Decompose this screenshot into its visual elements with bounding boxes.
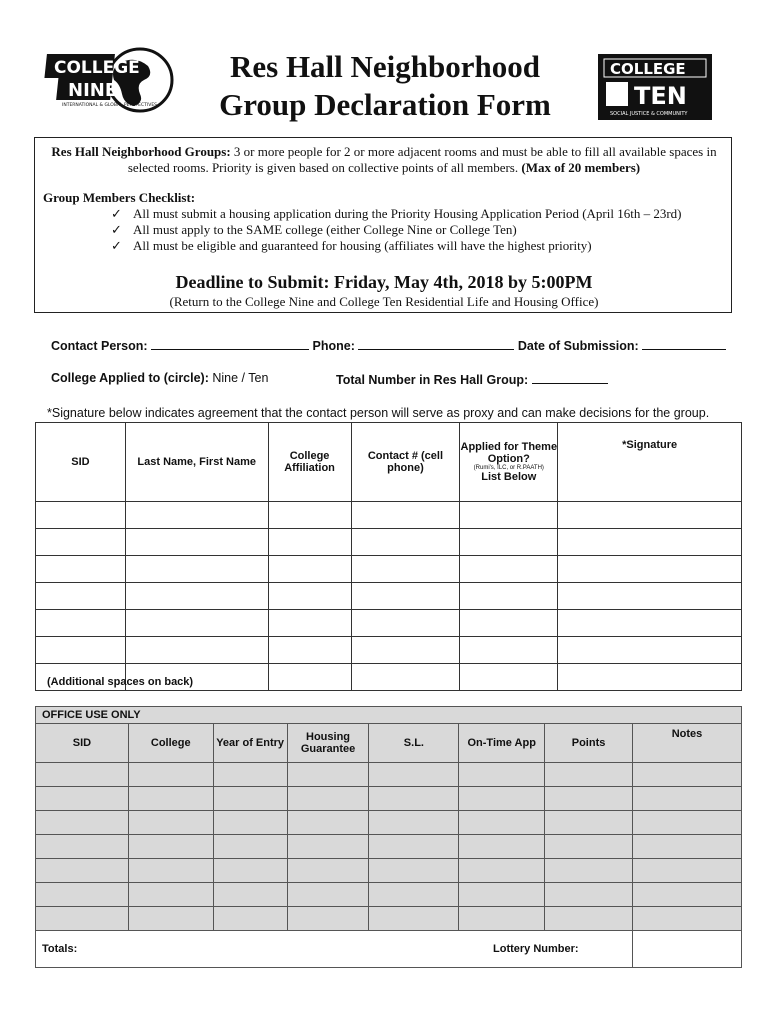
member-cell[interactable] bbox=[460, 529, 558, 556]
office-cell[interactable] bbox=[36, 835, 129, 859]
info-box bbox=[34, 137, 732, 313]
member-cell[interactable] bbox=[460, 556, 558, 583]
member-cell[interactable] bbox=[351, 583, 460, 610]
svg-text:INTERNATIONAL & GLOBAL PERSPEC: INTERNATIONAL & GLOBAL PERSPECTIVES bbox=[62, 103, 158, 108]
office-cell[interactable] bbox=[545, 787, 633, 811]
member-cell[interactable] bbox=[351, 637, 460, 664]
college-applied-row bbox=[51, 371, 268, 385]
office-cell[interactable] bbox=[633, 907, 742, 931]
totals-label: Totals: bbox=[36, 931, 633, 968]
total-number-field[interactable] bbox=[532, 371, 608, 384]
office-cell[interactable] bbox=[369, 763, 459, 787]
member-cell[interactable] bbox=[125, 529, 268, 556]
member-row bbox=[36, 610, 742, 637]
check-icon: ✓ bbox=[111, 238, 122, 253]
office-cell[interactable] bbox=[128, 907, 213, 931]
member-cell[interactable] bbox=[125, 583, 268, 610]
checklist-text: All must submit a housing application during the Priority Housing Application Period (April 16th – 23rd) bbox=[133, 206, 682, 221]
members-header-row bbox=[36, 423, 742, 502]
office-cell[interactable] bbox=[36, 811, 129, 835]
office-cell[interactable] bbox=[36, 907, 129, 931]
svg-text:TEN: TEN bbox=[634, 82, 687, 110]
office-cell[interactable] bbox=[633, 787, 742, 811]
svg-text:COLLEGE: COLLEGE bbox=[54, 58, 140, 78]
checklist-item bbox=[111, 238, 681, 254]
college-nine-logo bbox=[44, 44, 176, 114]
office-col-housing: Housing Guarantee bbox=[287, 724, 369, 763]
deadline-subtext: (Return to the College Nine and College Ten Residential Life and Housing Office) bbox=[169, 294, 599, 309]
office-cell[interactable] bbox=[287, 763, 369, 787]
office-cell[interactable] bbox=[213, 811, 287, 835]
svg-text:SOCIAL JUSTICE & COMMUNITY: SOCIAL JUSTICE & COMMUNITY bbox=[610, 111, 688, 117]
member-row bbox=[36, 637, 742, 664]
office-cell[interactable] bbox=[459, 859, 545, 883]
date-field[interactable] bbox=[642, 337, 726, 350]
office-cell[interactable] bbox=[287, 787, 369, 811]
checklist-item bbox=[111, 206, 681, 222]
member-row bbox=[36, 502, 742, 529]
intro-paragraph bbox=[49, 144, 719, 176]
check-icon: ✓ bbox=[111, 206, 122, 221]
office-cell[interactable] bbox=[287, 907, 369, 931]
theme-list-below: List Below bbox=[481, 471, 537, 483]
intro-heading: Res Hall Neighborhood Groups: bbox=[51, 144, 231, 159]
deadline: Deadline to Submit: Friday, May 4th, 2018 by 5:00PM bbox=[175, 272, 593, 292]
office-cell[interactable] bbox=[287, 883, 369, 907]
member-cell[interactable] bbox=[351, 610, 460, 637]
member-cell[interactable] bbox=[268, 583, 351, 610]
college-ten-logo bbox=[596, 52, 714, 122]
office-use-table bbox=[35, 706, 742, 968]
lottery-number-label: Lottery Number: bbox=[493, 931, 602, 968]
office-cell[interactable] bbox=[369, 811, 459, 835]
members-table bbox=[35, 422, 742, 691]
office-cell[interactable] bbox=[633, 835, 742, 859]
member-cell[interactable] bbox=[460, 610, 558, 637]
phone-label: Phone: bbox=[312, 339, 355, 353]
office-cell[interactable] bbox=[128, 787, 213, 811]
member-cell[interactable] bbox=[36, 529, 126, 556]
phone-field[interactable] bbox=[358, 337, 514, 350]
col-signature: *Signature bbox=[558, 423, 742, 502]
office-cell[interactable] bbox=[459, 787, 545, 811]
office-col-year: Year of Entry bbox=[213, 724, 287, 763]
office-col-notes: Notes bbox=[633, 724, 742, 763]
additional-spaces-note: (Additional spaces on back) bbox=[47, 676, 194, 688]
member-cell[interactable] bbox=[558, 637, 742, 664]
office-cell[interactable] bbox=[459, 811, 545, 835]
contact-person-label: Contact Person: bbox=[51, 339, 148, 353]
title-line-1: Res Hall Neighborhood bbox=[229, 49, 541, 84]
member-cell[interactable] bbox=[558, 502, 742, 529]
member-cell[interactable] bbox=[558, 529, 742, 556]
col-college: College Affiliation bbox=[268, 423, 351, 502]
member-cell[interactable] bbox=[558, 610, 742, 637]
office-cell[interactable] bbox=[545, 907, 633, 931]
member-cell[interactable] bbox=[125, 556, 268, 583]
form-title bbox=[170, 48, 600, 124]
checklist-title: Group Members Checklist: bbox=[43, 190, 196, 205]
office-col-ontime: On-Time App bbox=[459, 724, 545, 763]
member-cell[interactable] bbox=[125, 610, 268, 637]
member-cell[interactable] bbox=[351, 502, 460, 529]
office-cell[interactable] bbox=[36, 787, 129, 811]
office-cell[interactable] bbox=[369, 859, 459, 883]
college-options[interactable]: Nine / Ten bbox=[208, 371, 269, 385]
member-cell[interactable] bbox=[268, 664, 351, 691]
office-cell[interactable] bbox=[213, 835, 287, 859]
member-cell[interactable] bbox=[351, 556, 460, 583]
office-cell[interactable] bbox=[36, 763, 129, 787]
office-cell[interactable] bbox=[128, 763, 213, 787]
office-cell[interactable] bbox=[545, 859, 633, 883]
office-cell[interactable] bbox=[545, 883, 633, 907]
office-cell[interactable] bbox=[459, 907, 545, 931]
title-line-2: Group Declaration Form bbox=[219, 87, 551, 122]
member-cell[interactable] bbox=[558, 556, 742, 583]
office-totals-row bbox=[36, 931, 742, 968]
col-sid: SID bbox=[36, 423, 126, 502]
theme-header: Applied for Theme Option? bbox=[460, 441, 558, 465]
member-cell[interactable] bbox=[351, 664, 460, 691]
checklist-item bbox=[111, 222, 681, 238]
theme-options: (Rumi's, ILC, or R.PAATH) bbox=[473, 465, 544, 471]
office-cell[interactable] bbox=[459, 883, 545, 907]
office-header-row bbox=[36, 724, 742, 763]
office-col-sid: SID bbox=[36, 724, 129, 763]
office-cell[interactable] bbox=[213, 763, 287, 787]
member-cell[interactable] bbox=[125, 637, 268, 664]
office-cell[interactable] bbox=[128, 883, 213, 907]
member-cell[interactable] bbox=[36, 502, 126, 529]
member-cell[interactable] bbox=[558, 583, 742, 610]
office-cell[interactable] bbox=[459, 835, 545, 859]
member-cell[interactable] bbox=[268, 502, 351, 529]
member-cell[interactable] bbox=[460, 637, 558, 664]
office-cell[interactable] bbox=[369, 835, 459, 859]
office-cell[interactable] bbox=[369, 907, 459, 931]
office-cell[interactable] bbox=[213, 907, 287, 931]
member-cell[interactable] bbox=[268, 637, 351, 664]
office-cell[interactable] bbox=[287, 859, 369, 883]
office-cell[interactable] bbox=[545, 835, 633, 859]
checklist-text: All must be eligible and guaranteed for housing (affiliates will have the highest priority) bbox=[133, 238, 592, 253]
member-cell[interactable] bbox=[268, 556, 351, 583]
col-name: Last Name, First Name bbox=[125, 423, 268, 502]
checklist-text: All must apply to the SAME college (either College Nine or College Ten) bbox=[133, 222, 517, 237]
member-cell[interactable] bbox=[36, 610, 126, 637]
office-cell[interactable] bbox=[369, 883, 459, 907]
office-row bbox=[36, 787, 742, 811]
member-cell[interactable] bbox=[351, 529, 460, 556]
office-title-row bbox=[36, 707, 742, 724]
office-cell[interactable] bbox=[545, 763, 633, 787]
intro-text: 3 or more people for 2 or more adjacent rooms and must be able to fill all available spaces in selected rooms. Priority is given based on collective points of all members. bbox=[127, 144, 717, 175]
office-col-sl: S.L. bbox=[369, 724, 459, 763]
office-cell[interactable] bbox=[287, 835, 369, 859]
office-cell[interactable] bbox=[633, 883, 742, 907]
college-applied-label: College Applied to (circle): bbox=[51, 371, 209, 385]
date-label: Date of Submission: bbox=[517, 339, 639, 353]
member-cell[interactable] bbox=[268, 529, 351, 556]
svg-text:COLLEGE: COLLEGE bbox=[610, 60, 686, 78]
member-cell[interactable] bbox=[268, 610, 351, 637]
member-cell[interactable] bbox=[36, 637, 126, 664]
office-cell[interactable] bbox=[213, 883, 287, 907]
member-cell[interactable] bbox=[460, 664, 558, 691]
office-cell[interactable] bbox=[128, 811, 213, 835]
member-row bbox=[36, 583, 742, 610]
contact-person-field[interactable] bbox=[151, 337, 309, 350]
office-cell[interactable] bbox=[213, 859, 287, 883]
office-cell[interactable] bbox=[459, 763, 545, 787]
office-col-points: Points bbox=[545, 724, 633, 763]
office-cell[interactable] bbox=[128, 835, 213, 859]
total-number-row bbox=[336, 371, 608, 387]
member-cell[interactable] bbox=[460, 583, 558, 610]
col-contact: Contact # (cell phone) bbox=[351, 423, 460, 502]
col-theme bbox=[460, 423, 558, 502]
office-cell[interactable] bbox=[128, 859, 213, 883]
office-row bbox=[36, 859, 742, 883]
office-row bbox=[36, 811, 742, 835]
office-row bbox=[36, 907, 742, 931]
office-cell[interactable] bbox=[287, 811, 369, 835]
office-row bbox=[36, 883, 742, 907]
member-cell[interactable] bbox=[125, 502, 268, 529]
member-row bbox=[36, 529, 742, 556]
member-cell[interactable] bbox=[460, 502, 558, 529]
office-cell[interactable] bbox=[633, 763, 742, 787]
office-row bbox=[36, 763, 742, 787]
office-cell[interactable] bbox=[633, 859, 742, 883]
office-row bbox=[36, 835, 742, 859]
check-icon: ✓ bbox=[111, 222, 122, 237]
office-cell[interactable] bbox=[36, 859, 129, 883]
office-col-college: College bbox=[128, 724, 213, 763]
checklist bbox=[111, 206, 681, 254]
signature-note: *Signature below indicates agreement that the contact person will serve as proxy and can make decisions for the group. bbox=[47, 406, 710, 420]
office-cell[interactable] bbox=[213, 787, 287, 811]
office-title: OFFICE USE ONLY bbox=[36, 707, 742, 724]
member-cell[interactable] bbox=[36, 556, 126, 583]
office-cell[interactable] bbox=[633, 811, 742, 835]
office-cell[interactable] bbox=[545, 811, 633, 835]
office-cell[interactable] bbox=[369, 787, 459, 811]
member-row bbox=[36, 556, 742, 583]
intro-max: (Max of 20 members) bbox=[521, 160, 641, 175]
office-cell[interactable] bbox=[36, 883, 129, 907]
member-cell[interactable] bbox=[558, 664, 742, 691]
contact-row bbox=[51, 337, 726, 353]
svg-text:NINE: NINE bbox=[68, 80, 118, 101]
member-cell[interactable] bbox=[36, 583, 126, 610]
total-number-label: Total Number in Res Hall Group: bbox=[336, 373, 529, 387]
